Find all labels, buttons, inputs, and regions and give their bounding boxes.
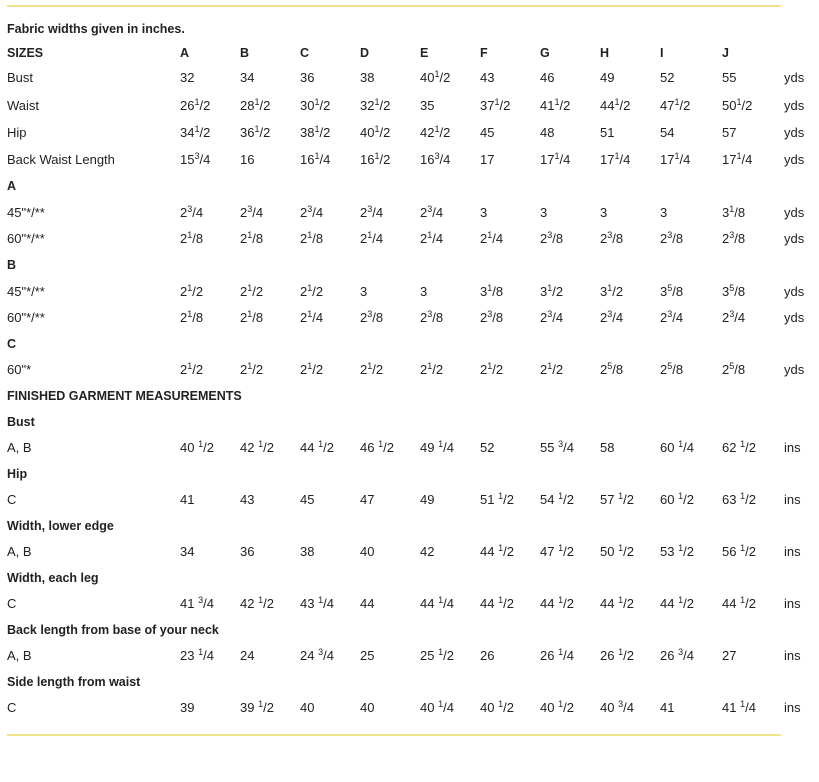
value-cell: $2^5/8$ <box>660 361 684 377</box>
unit-label: ins <box>784 700 801 715</box>
value-cell: 43 <box>480 70 495 85</box>
value-cell: 42 $^1$/2 <box>240 595 274 611</box>
row-waist <box>0 93 819 119</box>
row-fg-hip-title <box>0 461 819 487</box>
value-cell: $16^3/4$ <box>420 151 451 167</box>
row-finished <box>0 383 819 409</box>
value-cell: 44 $^1$/2 <box>480 543 514 559</box>
value-cell: $2^1/8$ <box>180 309 204 325</box>
row-note <box>0 16 819 42</box>
value-cell: 44 $^1$/2 <box>540 595 574 611</box>
value-cell: 40 <box>360 700 375 715</box>
value-cell: 24 <box>240 648 255 663</box>
value-cell: $2^3/4$ <box>240 204 264 220</box>
value-cell: $2^1/2$ <box>240 283 264 299</box>
row-fg-width-lower <box>0 539 819 565</box>
value-cell: 44 $^1$/2 <box>660 595 694 611</box>
value-cell: $2^3/4$ <box>660 309 684 325</box>
value-cell: 48 <box>540 125 555 140</box>
row-view-a <box>0 173 819 199</box>
section-heading: Width, each leg <box>7 571 99 585</box>
size-header-cell: H <box>600 46 610 60</box>
value-cell: 16 <box>240 152 255 167</box>
value-cell: $50^1/2$ <box>722 97 753 113</box>
row-a-60 <box>0 226 819 252</box>
value-cell: $2^3/4$ <box>722 309 746 325</box>
unit-label: ins <box>784 492 801 507</box>
row-fg-width-leg-title <box>0 565 819 591</box>
value-cell: $2^3/8$ <box>722 230 746 246</box>
value-cell: $2^1/8$ <box>180 230 204 246</box>
value-cell: 63 $^1$/2 <box>722 491 756 507</box>
value-cell: $2^1/2$ <box>360 361 384 377</box>
value-cell: 3 <box>600 205 608 220</box>
unit-label: yds <box>784 205 805 220</box>
row-fg-back-length <box>0 643 819 669</box>
row-c-60 <box>0 357 819 383</box>
value-cell: 26 <box>480 648 495 663</box>
value-cell: 24 $^3$/4 <box>300 647 334 663</box>
value-cell: 36 <box>300 70 315 85</box>
value-cell: $2^1/8$ <box>240 230 264 246</box>
section-heading: Back length from base of your neck <box>7 623 219 637</box>
row-fg-width-leg <box>0 591 819 617</box>
unit-label: yds <box>784 284 805 299</box>
section-heading: Side length from waist <box>7 675 141 689</box>
row-fg-hip <box>0 487 819 513</box>
value-cell: 25 $^1$/2 <box>420 647 454 663</box>
value-cell: $2^3/8$ <box>360 309 384 325</box>
value-cell: 34 <box>240 70 255 85</box>
value-cell: 57 <box>722 125 737 140</box>
value-cell: 43 <box>240 492 255 507</box>
value-cell: 52 <box>660 70 675 85</box>
value-cell: $2^1/2$ <box>180 361 204 377</box>
value-cell: $2^1/4$ <box>480 230 504 246</box>
unit-label: yds <box>784 152 805 167</box>
section-heading: C <box>7 337 17 351</box>
row-sizes <box>0 40 819 66</box>
value-cell: 43 $^1$/4 <box>300 595 334 611</box>
row-label: 60"*/** <box>7 231 45 246</box>
section-heading: FINISHED GARMENT MEASUREMENTS <box>7 389 242 403</box>
row-b-60 <box>0 305 819 331</box>
row-label: C <box>7 596 17 611</box>
value-cell: 51 <box>600 125 615 140</box>
section-heading: Width, lower edge <box>7 519 114 533</box>
value-cell: $34^1/2$ <box>180 124 211 140</box>
row-view-c <box>0 331 819 357</box>
value-cell: 44 $^1$/2 <box>480 595 514 611</box>
row-hip <box>0 120 819 146</box>
value-cell: $2^5/8$ <box>722 361 746 377</box>
value-cell: $42^1/2$ <box>420 124 451 140</box>
unit-label: yds <box>784 98 805 113</box>
value-cell: 55 $^3$/4 <box>540 439 574 455</box>
value-cell: 47 <box>360 492 375 507</box>
value-cell: 57 $^1$/2 <box>600 491 634 507</box>
value-cell: $2^3/4$ <box>300 204 324 220</box>
row-fg-back-length-title <box>0 617 819 643</box>
size-header-cell: F <box>480 46 488 60</box>
value-cell: 34 <box>180 544 195 559</box>
value-cell: $16^1/4$ <box>300 151 331 167</box>
value-cell: $2^3/4$ <box>180 204 204 220</box>
row-fg-bust <box>0 435 819 461</box>
value-cell: 40 $^1$/2 <box>480 699 514 715</box>
value-cell: $2^1/4$ <box>300 309 324 325</box>
value-cell: 51 $^1$/2 <box>480 491 514 507</box>
size-header-cell: C <box>300 46 310 60</box>
value-cell: $2^5/8$ <box>600 361 624 377</box>
value-cell: $16^1/2$ <box>360 151 391 167</box>
value-cell: 44 <box>360 596 375 611</box>
value-cell: 23 $^1$/4 <box>180 647 214 663</box>
value-cell: $2^1/2$ <box>300 361 324 377</box>
value-cell: 41 <box>180 492 195 507</box>
unit-label: yds <box>784 125 805 140</box>
value-cell: 55 <box>722 70 737 85</box>
section-heading: SIZES <box>7 46 44 60</box>
unit-label: ins <box>784 596 801 611</box>
value-cell: 26 $^3$/4 <box>660 647 694 663</box>
value-cell: 3 <box>480 205 488 220</box>
unit-label: yds <box>784 362 805 377</box>
row-label: 45"*/** <box>7 205 45 220</box>
row-label: Bust <box>7 70 34 85</box>
value-cell: 35 <box>420 98 435 113</box>
value-cell: $17^1/4$ <box>722 151 753 167</box>
section-heading: Bust <box>7 415 35 429</box>
value-cell: $44^1/2$ <box>600 97 631 113</box>
value-cell: 56 $^1$/2 <box>722 543 756 559</box>
row-back-waist-length <box>0 147 819 173</box>
value-cell: 41 <box>660 700 675 715</box>
value-cell: 26 $^1$/4 <box>540 647 574 663</box>
row-label: Back Waist Length <box>7 152 115 167</box>
value-cell: $2^1/4$ <box>420 230 444 246</box>
value-cell: 27 <box>722 648 737 663</box>
value-cell: 36 <box>240 544 255 559</box>
value-cell: 40 $^1$/4 <box>420 699 454 715</box>
row-fg-side-length <box>0 695 819 721</box>
size-header-cell: J <box>722 46 729 60</box>
size-header-cell: B <box>240 46 250 60</box>
row-fg-bust-title <box>0 409 819 435</box>
value-cell: 44 $^1$/2 <box>722 595 756 611</box>
value-cell: $2^1/4$ <box>360 230 384 246</box>
value-cell: 54 <box>660 125 675 140</box>
size-header-cell: D <box>360 46 370 60</box>
unit-label: yds <box>784 310 805 325</box>
value-cell: $2^3/4$ <box>600 309 624 325</box>
row-label: C <box>7 492 17 507</box>
value-cell: $36^1/2$ <box>240 124 271 140</box>
value-cell: $40^1/2$ <box>360 124 391 140</box>
value-cell: $30^1/2$ <box>300 97 331 113</box>
value-cell: $2^3/8$ <box>540 230 564 246</box>
value-cell: 46 <box>540 70 555 85</box>
section-heading: B <box>7 258 17 272</box>
value-cell: 40 $^3$/4 <box>600 699 634 715</box>
value-cell: 58 <box>600 440 615 455</box>
value-cell: $2^3/4$ <box>540 309 564 325</box>
value-cell: 42 <box>420 544 435 559</box>
unit-label: yds <box>784 231 805 246</box>
value-cell: 49 <box>600 70 615 85</box>
row-label: 45"*/** <box>7 284 45 299</box>
unit-label: yds <box>784 70 805 85</box>
value-cell: 26 $^1$/2 <box>600 647 634 663</box>
value-cell: $26^1/2$ <box>180 97 211 113</box>
value-cell: 45 <box>300 492 315 507</box>
value-cell: $3^1/8$ <box>722 204 746 220</box>
value-cell: 3 <box>540 205 548 220</box>
value-cell: 38 <box>360 70 375 85</box>
value-cell: 40 $^1$/2 <box>540 699 574 715</box>
unit-label: ins <box>784 544 801 559</box>
row-a-45 <box>0 200 819 226</box>
unit-label: ins <box>784 648 801 663</box>
value-cell: $2^3/8$ <box>600 230 624 246</box>
value-cell: 40 $^1$/2 <box>180 439 214 455</box>
row-label: A, B <box>7 440 32 455</box>
value-cell: 62 $^1$/2 <box>722 439 756 455</box>
value-cell: 3 <box>420 284 428 299</box>
value-cell: $3^5/8$ <box>660 283 684 299</box>
value-cell: 46 $^1$/2 <box>360 439 394 455</box>
value-cell: $17^1/4$ <box>600 151 631 167</box>
value-cell: $17^1/4$ <box>660 151 691 167</box>
value-cell: 60 $^1$/2 <box>660 491 694 507</box>
value-cell: 40 <box>300 700 315 715</box>
unit-label: ins <box>784 440 801 455</box>
value-cell: $47^1/2$ <box>660 97 691 113</box>
value-cell: $41^1/2$ <box>540 97 571 113</box>
size-header-cell: A <box>180 46 190 60</box>
value-cell: 38 <box>300 544 315 559</box>
value-cell: 47 $^1$/2 <box>540 543 574 559</box>
top-divider <box>7 5 781 7</box>
value-cell: $2^1/2$ <box>300 283 324 299</box>
bottom-divider <box>7 734 781 736</box>
value-cell: 44 $^1$/4 <box>420 595 454 611</box>
value-cell: 54 $^1$/2 <box>540 491 574 507</box>
value-cell: 44 $^1$/2 <box>300 439 334 455</box>
size-header-cell: I <box>660 46 664 60</box>
value-cell: 39 <box>180 700 195 715</box>
value-cell: 3 <box>660 205 668 220</box>
value-cell: $2^1/2$ <box>480 361 504 377</box>
value-cell: $2^3/4$ <box>360 204 384 220</box>
value-cell: 45 <box>480 125 495 140</box>
value-cell: 40 <box>360 544 375 559</box>
value-cell: $2^3/8$ <box>660 230 684 246</box>
size-header-cell: E <box>420 46 429 60</box>
row-fg-side-length-title <box>0 669 819 695</box>
value-cell: $2^1/8$ <box>240 309 264 325</box>
value-cell: $2^1/8$ <box>300 230 324 246</box>
value-cell: 49 $^1$/4 <box>420 439 454 455</box>
value-cell: 25 <box>360 648 375 663</box>
value-cell: $2^3/8$ <box>480 309 504 325</box>
value-cell: 42 $^1$/2 <box>240 439 274 455</box>
value-cell: $37^1/2$ <box>480 97 511 113</box>
row-fg-width-lower-title <box>0 513 819 539</box>
value-cell: 41 $^3$/4 <box>180 595 214 611</box>
value-cell: 52 <box>480 440 495 455</box>
section-heading: A <box>7 179 17 193</box>
value-cell: 3 <box>360 284 368 299</box>
value-cell: 32 <box>180 70 195 85</box>
row-label: Waist <box>7 98 40 113</box>
row-label: Hip <box>7 125 27 140</box>
row-label: C <box>7 700 17 715</box>
row-label: 60"*/** <box>7 310 45 325</box>
row-view-b <box>0 252 819 278</box>
value-cell: $40^1/2$ <box>420 69 451 85</box>
value-cell: 50 $^1$/2 <box>600 543 634 559</box>
value-cell: $2^1/2$ <box>540 361 564 377</box>
value-cell: 49 <box>420 492 435 507</box>
value-cell: $38^1/2$ <box>300 124 331 140</box>
row-label: A, B <box>7 648 32 663</box>
value-cell: 53 $^1$/2 <box>660 543 694 559</box>
size-header-cell: G <box>540 46 550 60</box>
row-bust <box>0 65 819 91</box>
value-cell: $2^1/2$ <box>240 361 264 377</box>
value-cell: 44 $^1$/2 <box>600 595 634 611</box>
value-cell: 60 $^1$/4 <box>660 439 694 455</box>
row-label: 60"* <box>7 362 32 377</box>
value-cell: $2^3/4$ <box>420 204 444 220</box>
row-label: A, B <box>7 544 32 559</box>
value-cell: $3^1/8$ <box>480 283 504 299</box>
value-cell: $3^1/2$ <box>600 283 624 299</box>
value-cell: $32^1/2$ <box>360 97 391 113</box>
section-heading: Fabric widths given in inches. <box>7 22 185 36</box>
value-cell: $15^3/4$ <box>180 151 211 167</box>
value-cell: $2^1/2$ <box>180 283 204 299</box>
value-cell: $2^1/2$ <box>420 361 444 377</box>
value-cell: 17 <box>480 152 495 167</box>
value-cell: $3^1/2$ <box>540 283 564 299</box>
section-heading: Hip <box>7 467 28 481</box>
row-b-45 <box>0 279 819 305</box>
value-cell: $28^1/2$ <box>240 97 271 113</box>
value-cell: $17^1/4$ <box>540 151 571 167</box>
value-cell: $3^5/8$ <box>722 283 746 299</box>
value-cell: $2^3/8$ <box>420 309 444 325</box>
value-cell: 41 $^1$/4 <box>722 699 756 715</box>
value-cell: 39 $^1$/2 <box>240 699 274 715</box>
